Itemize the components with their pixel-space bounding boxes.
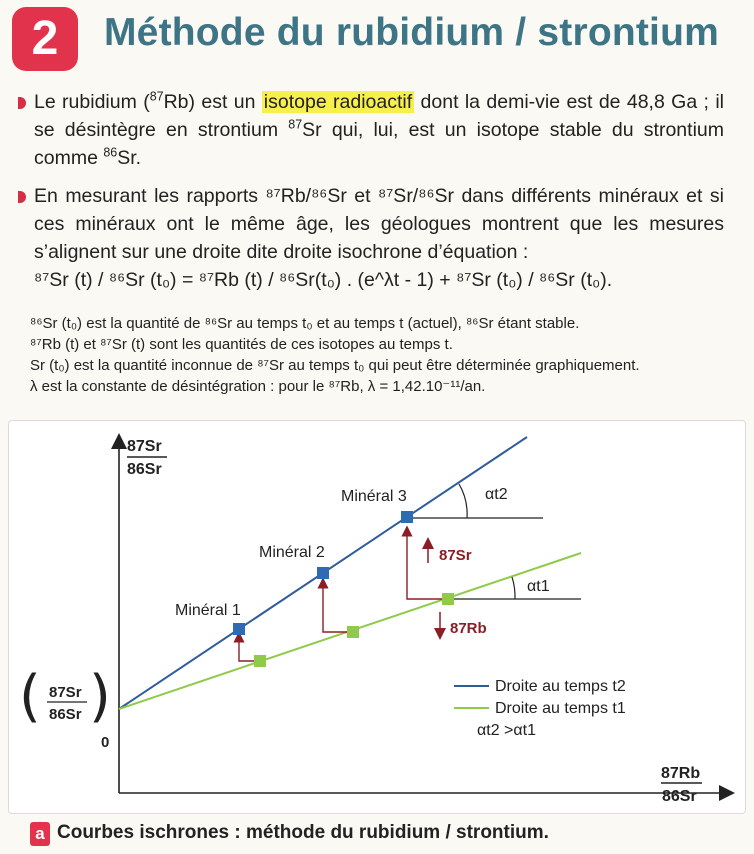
y-axis-label-num: 87Sr [127,438,162,455]
legend-relation: αt2 >αt1 [477,722,536,739]
note-line: ⁸⁷Rb (t) et ⁸⁷Sr (t) sont les quantités de ces isotopes au temps t. [30,336,453,353]
mineral-label: Minéral 2 [259,544,325,561]
point-mineral-2-t1 [347,626,359,638]
sr87-annotation: 87Sr [439,547,472,564]
svg-text:(: ( [19,664,41,729]
chart-legend [454,678,626,739]
point-mineral-3-t1 [442,593,454,605]
isochron-chart [8,420,746,814]
point-mineral-1-t1 [254,655,266,667]
bullet-icon [18,97,26,109]
y0-label-num: 87Sr [49,684,82,701]
y-axis-label-den: 86Sr [127,461,162,478]
point-mineral-1-t2 [233,623,245,635]
note-line: Sr (t₀) est la quantité inconnue de ⁸⁷Sr au temps t₀ qui peut être déterminée graphiquement. [30,357,640,374]
angle-t2-label: αt2 [485,486,508,503]
svg-text:): ) [89,664,111,729]
section-number-badge: 2 [12,7,78,71]
isochron-equation: ⁸⁷Sr (t) / ⁸⁶Sr (t₀) = ⁸⁷Rb (t) / ⁸⁶Sr(t₀) . (e^λt - 1) + ⁸⁷Sr (t₀) / ⁸⁶Sr (t₀). [34,269,613,291]
y0-label-den: 86Sr [49,706,82,723]
note-line: ⁸⁶Sr (t₀) est la quantité de ⁸⁶Sr au temps t₀ et au temps t (actuel), ⁸⁶Sr étant stable. [30,315,580,332]
rb87-annotation: 87Rb [450,620,487,637]
note-line: λ est la constante de désintégration : pour le ⁸⁷Rb, λ = 1,42.10⁻¹¹/an. [30,378,486,395]
chart-svg [9,421,745,813]
page-title: Méthode du rubidium / strontium [104,11,719,54]
legend-t2: Droite au temps t2 [495,678,626,695]
highlighted-term: isotope radioactif [263,91,413,113]
mineral-label: Minéral 1 [175,602,241,619]
notes [30,313,730,397]
figure-caption: Courbes ischrones : méthode du rubidium / strontium. [57,822,549,843]
point-mineral-3-t2 [401,511,413,523]
mineral-label: Minéral 3 [341,488,407,505]
point-mineral-2-t2 [317,567,329,579]
bullet-icon [18,191,26,203]
caption-badge: a [30,822,50,846]
angle-t1-label: αt1 [527,578,550,595]
paragraph-2: En mesurant les rapports ⁸⁷Rb/⁸⁶Sr et ⁸⁷Sr/⁸⁶Sr dans différents minéraux et si ces minéraux ont le même âge, les géologues montrent que les mesures s’alignent sur une droite dite droite isochrone d’équation : [12,182,724,266]
x-axis-label-num: 87Rb [661,765,701,782]
x-axis-label-den: 86Sr [662,788,697,805]
legend-t1: Droite au temps t1 [495,700,626,717]
paragraph-1: Le rubidium ($^{87}$Rb) est un isotope radioactif dont la demi-vie est de 48,8 Ga ; il se désintègre en strontium $^{87}$Sr qui, lui, est un isotope stable du strontium comme $^{86}$Sr. [12,88,724,172]
y0-label-sub: 0 [101,734,110,751]
